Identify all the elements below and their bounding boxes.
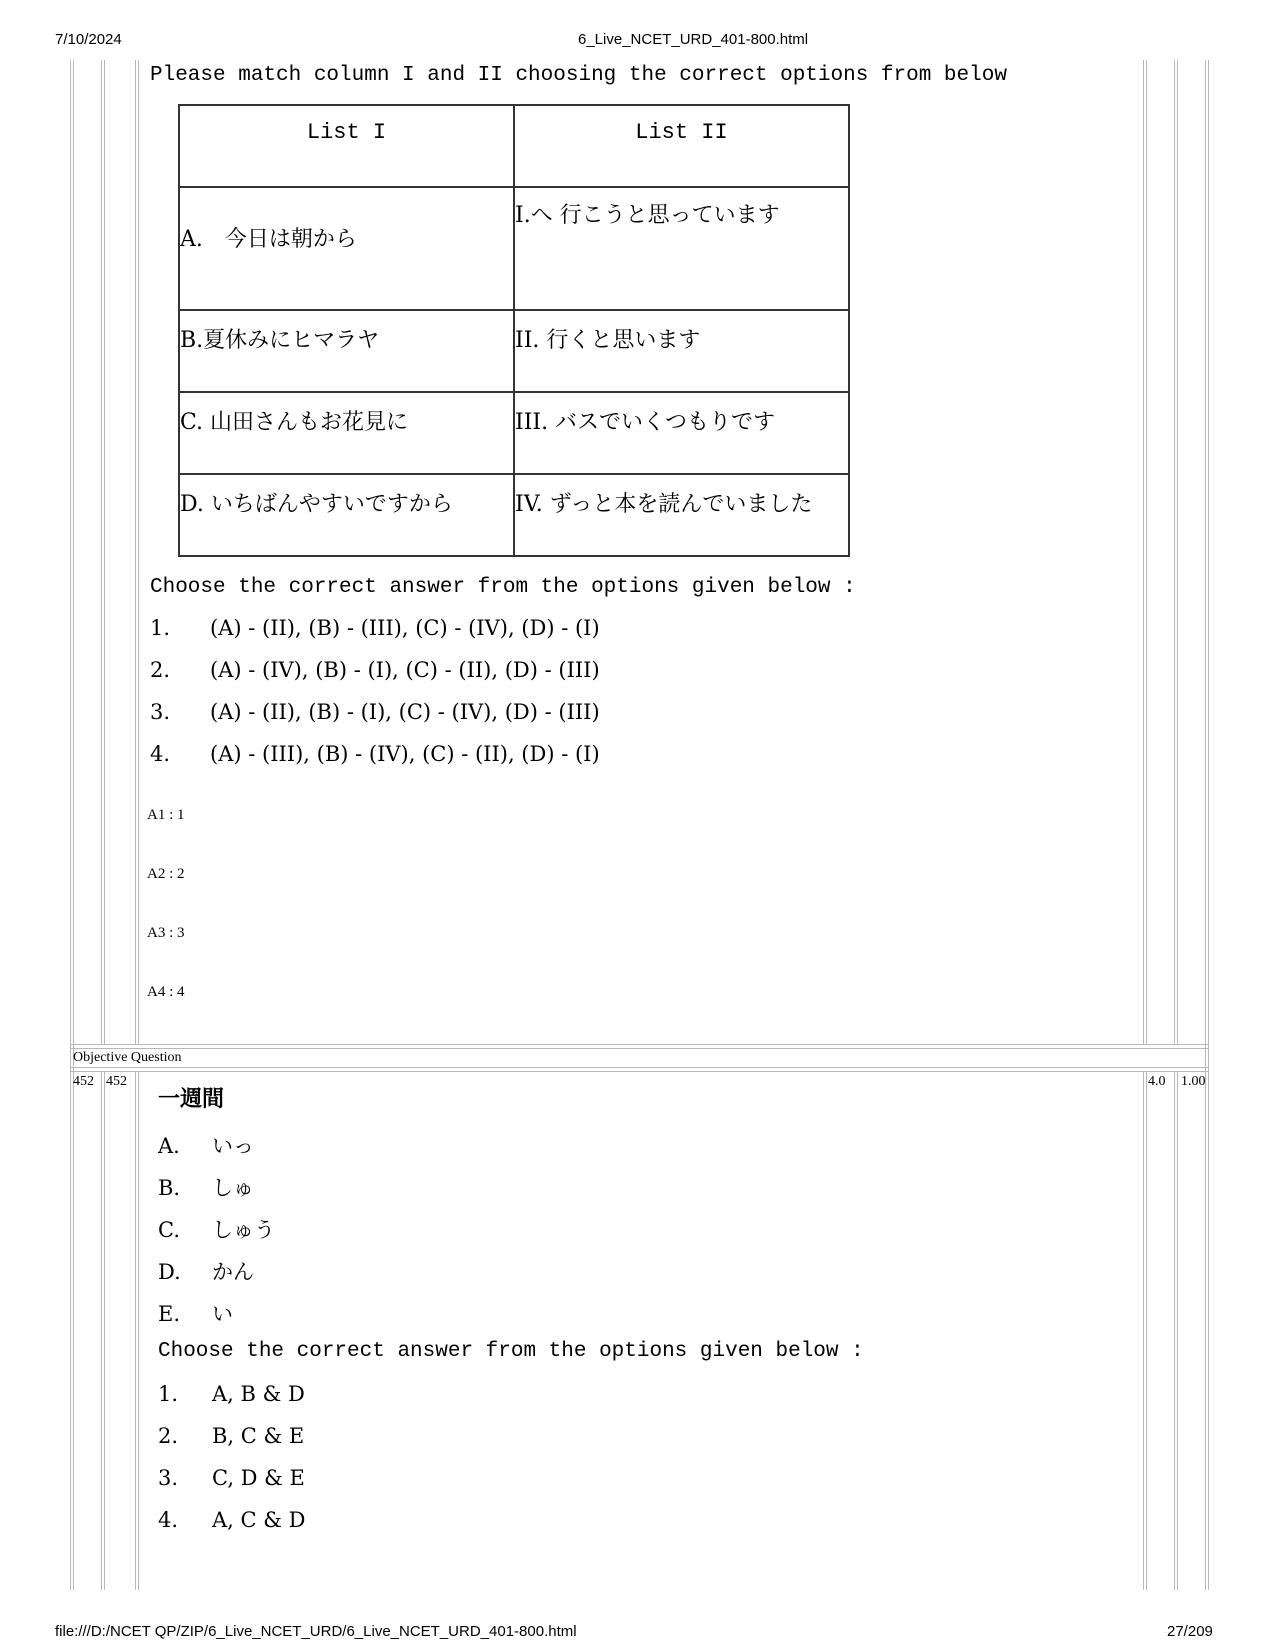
match-table-row <box>179 187 849 310</box>
question-item: B. しゅ <box>158 1176 254 1200</box>
frame-line <box>70 60 71 1590</box>
negative-marks: 1.00 <box>1181 1074 1206 1089</box>
list-two-cell: II. 行くと思います <box>514 310 849 392</box>
print-page-number: 27/209 <box>1167 1623 1213 1640</box>
choose-instruction: Choose the correct answer from the options given below : <box>150 576 856 599</box>
frame-line <box>1146 1071 1147 1590</box>
list-one-cell: B.夏休みにヒマラヤ <box>179 310 514 392</box>
answer-key: A1 : 1 <box>147 807 185 823</box>
answer-option: 1. (A) - (II), (B) - (III), (C) - (IV), (D) - (I) <box>150 616 600 640</box>
frame-line <box>70 1048 1209 1049</box>
list-two-cell: IV. ずっと本を読んでいました <box>514 474 849 556</box>
frame-line <box>104 60 105 1044</box>
question-id: 452 <box>106 1074 127 1089</box>
frame-line <box>70 1071 1209 1072</box>
match-table <box>178 104 850 557</box>
frame-line <box>135 60 136 1044</box>
answer-option: 2. (A) - (IV), (B) - (I), (C) - (II), (D) - (III) <box>150 658 600 682</box>
list-one-cell: D. いちばんやすいですから <box>179 474 514 556</box>
answer-option: 1. A, B & D <box>158 1382 305 1406</box>
list-one-cell: C. 山田さんもお花見に <box>179 392 514 474</box>
list-one-header: List I <box>179 105 514 187</box>
frame-line <box>1143 60 1144 1044</box>
answer-key: A3 : 3 <box>147 925 185 941</box>
frame-line <box>1143 1071 1144 1590</box>
frame-line <box>104 1071 105 1590</box>
list-two-cell: III. バスでいくつもりです <box>514 392 849 474</box>
match-table-header-row <box>179 105 849 187</box>
answer-option: 4. A, C & D <box>158 1508 306 1532</box>
question-item: A. いっ <box>158 1134 254 1158</box>
frame-line <box>73 60 74 1590</box>
marks: 4.0 <box>1148 1074 1166 1089</box>
print-title: 6_Live_NCET_URD_401-800.html <box>578 31 809 48</box>
match-table-row <box>179 392 849 474</box>
answer-key: A2 : 2 <box>147 866 185 882</box>
match-table-row <box>179 310 849 392</box>
list-one-cell: A. 今日は朝から <box>179 187 514 310</box>
answer-option: 4. (A) - (III), (B) - (IV), (C) - (II), (D) - (I) <box>150 742 600 766</box>
question-item: E. い <box>158 1302 233 1326</box>
frame-line <box>1174 1071 1175 1590</box>
print-date: 7/10/2024 <box>55 31 122 48</box>
frame-line <box>1208 60 1209 1590</box>
match-table-row <box>179 474 849 556</box>
list-two-cell: I.へ 行こうと思っています <box>514 187 849 310</box>
question-item: C. しゅう <box>158 1218 275 1242</box>
question-prompt: Please match column I and II choosing the correct options from below <box>150 64 1007 87</box>
list-two-header: List II <box>514 105 849 187</box>
frame-line <box>138 1071 139 1590</box>
frame-line <box>101 60 102 1044</box>
serial-number: 452 <box>73 1074 94 1089</box>
answer-key: A4 : 4 <box>147 984 185 1000</box>
print-file-path: file:///D:/NCET QP/ZIP/6_Live_NCET_URD/6_Live_NCET_URD_401-800.html <box>55 1623 577 1640</box>
frame-line <box>70 1044 1209 1045</box>
frame-line <box>1205 60 1206 1590</box>
answer-option: 2. B, C & E <box>158 1424 305 1448</box>
choose-instruction: Choose the correct answer from the options given below : <box>158 1340 864 1363</box>
frame-line <box>138 60 139 1044</box>
answer-option: 3. (A) - (II), (B) - (I), (C) - (IV), (D) - (III) <box>150 700 600 724</box>
frame-line <box>70 1067 1209 1068</box>
section-label: Objective Question <box>73 1050 182 1065</box>
frame-line <box>101 1071 102 1590</box>
frame-line <box>1177 60 1178 1044</box>
frame-line <box>135 1071 136 1590</box>
answer-option: 3. C, D & E <box>158 1466 305 1490</box>
question-title: 一週間 <box>158 1086 225 1112</box>
frame-line <box>1146 60 1147 1044</box>
frame-line <box>1177 1071 1178 1590</box>
question-item: D. かん <box>158 1260 254 1284</box>
frame-line <box>1174 60 1175 1044</box>
